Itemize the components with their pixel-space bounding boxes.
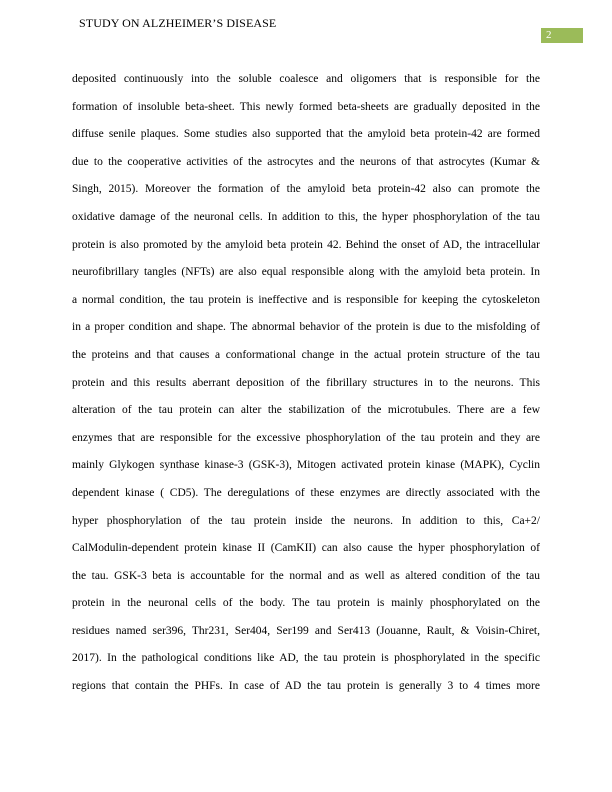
text-line: hyper phosphorylation of the tau protein inside the neurons. In addition to this, Ca+2/: [72, 514, 540, 527]
text-line: the proteins and that causes a conformational change in the actual protein structure of the tau: [72, 348, 540, 361]
text-line: protein is also promoted by the amyloid beta protein 42. Behind the onset of AD, the intracellular: [72, 238, 540, 251]
text-line: Singh, 2015). Moreover the formation of the amyloid beta protein-42 also can promote the: [72, 183, 540, 196]
text-line: deposited continuously into the soluble coalesce and oligomers that is responsible for the: [72, 73, 540, 85]
text-line: CalModulin-dependent protein kinase II (CamKII) can also cause the hyper phosphorylation of: [72, 542, 540, 555]
text-line: a normal condition, the tau protein is ineffective and is responsible for keeping the cytoskeleton: [72, 293, 540, 306]
running-head: STUDY ON ALZHEIMER’S DISEASE: [79, 16, 277, 30]
text-line: 2017). In the pathological conditions like AD, the tau protein is phosphorylated in the specific: [72, 652, 540, 665]
text-line: regions that contain the PHFs. In case of AD the tau protein is generally 3 to 4 times more: [72, 680, 540, 693]
text-line: protein in the neuronal cells of the body. The tau protein is mainly phosphorylated on the: [72, 597, 540, 610]
text-line: alteration of the tau protein can alter the stabilization of the microtubules. There are a few: [72, 404, 540, 417]
text-line: due to the cooperative activities of the astrocytes and the neurons of that astrocytes (Kumar &: [72, 155, 540, 168]
text-line: mainly Glykogen synthase kinase-3 (GSK-3), Mitogen activated protein kinase (MAPK), Cyclin: [72, 459, 540, 472]
text-line: protein and this results aberrant deposition of the fibrillary structures in to the neurons. This: [72, 376, 540, 389]
text-line: dependent kinase ( CD5). The deregulations of these enzymes are directly associated with the: [72, 486, 540, 499]
text-line: enzymes that are responsible for the excessive phosphorylation of the tau protein and they are: [72, 431, 540, 444]
page-number: 2: [541, 28, 583, 43]
text-line: the tau. GSK-3 beta is accountable for the normal and as well as altered condition of the tau: [72, 569, 540, 582]
text-line: in a proper condition and shape. The abnormal behavior of the protein is due to the misfolding of: [72, 321, 540, 334]
text-line: diffuse senile plaques. Some studies also supported that the amyloid beta protein-42 are formed: [72, 128, 540, 141]
body-paragraph: [72, 66, 540, 701]
text-line: neurofibrillary tangles (NFTs) are also equal responsible along with the amyloid beta protein. In: [72, 266, 540, 279]
text-line: formation of insoluble beta-sheet. This newly formed beta-sheets are gradually deposited in the: [72, 100, 540, 113]
text-line: residues named ser396, Thr231, Ser404, Ser199 and Ser413 (Jouanne, Rault, & Voisin-Chiret,: [72, 624, 540, 637]
text-line: oxidative damage of the neuronal cells. In addition to this, the hyper phosphorylation of the tau: [72, 210, 540, 223]
